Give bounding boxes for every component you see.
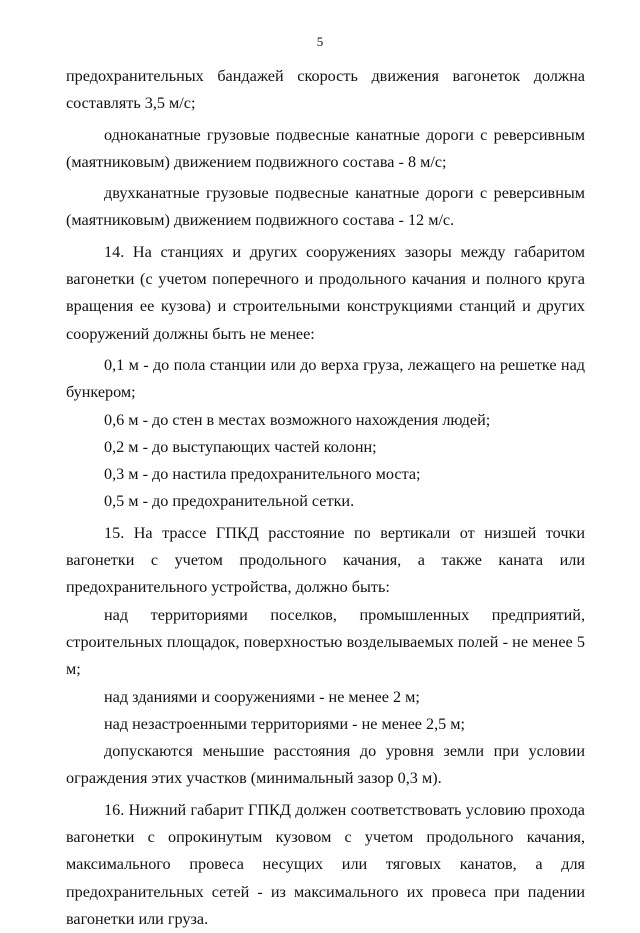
height-buildings: над зданиями и сооружениями - не менее 2 м; bbox=[104, 687, 420, 706]
clearance-bridge: 0,3 м - до настила предохранительного моста; bbox=[104, 465, 421, 484]
paragraph-item-14: 14. На станциях и других сооружениях зазоры между габаритом вагонетки (с учетом поперечного и продольного качания и полного круга вращения ее кузова) и строительными конструкциями станций и других сооружений должны быть не менее: bbox=[66, 242, 585, 343]
paragraph-single-cable-speed: одноканатные грузовые подвесные канатные дороги с реверсивным (маятниковым) движением подвижного состава - 8 м/с; bbox=[66, 125, 585, 171]
clearance-floor: 0,1 м - до пола станции или до верха груза, лежащего на решетке над бункером; bbox=[66, 355, 585, 402]
clearance-walls: 0,6 м - до стен в местах возможного нахождения людей; bbox=[104, 410, 491, 429]
paragraph-item-16: 16. Нижний габарит ГПКД должен соответствовать условию прохода вагонетки с опрокинутым кузовом с учетом продольного качания, максимального провеса несущих или тяговых канатов, а для предохранительных сетей - из максимального их провеса при падении вагонетки или груза. bbox=[66, 800, 585, 928]
paragraph-speed-bandages: предохранительных бандажей скорость движения вагонеток должна составлять 3,5 м/с; bbox=[66, 67, 585, 113]
page-number: 5 bbox=[316, 34, 324, 49]
paragraph-double-cable-speed: двухканатные грузовые подвесные канатные дороги с реверсивным (маятниковым) движением подвижного состава - 12 м/с. bbox=[66, 184, 585, 230]
document-body bbox=[66, 63, 585, 933]
clearance-columns: 0,2 м - до выступающих частей колонн; bbox=[104, 437, 377, 456]
clearance-net: 0,5 м - до предохранительной сетки. bbox=[104, 492, 355, 511]
paragraph-item-15: 15. На трассе ГПКД расстояние по вертикали от низшей точки вагонетки с учетом продольного качания, а также каната или предохранительного устройства, должно быть: bbox=[66, 523, 585, 597]
height-settlements: над территориями поселков, промышленных предприятий, строительных площадок, поверхностью возделываемых полей - не менее 5 м; bbox=[66, 605, 585, 679]
height-undeveloped: над незастроенными территориями - не менее 2,5 м; bbox=[104, 714, 466, 733]
height-fenced: допускаются меньшие расстояния до уровня земли при условии ограждения этих участков (минимальный зазор 0,3 м). bbox=[66, 742, 585, 788]
